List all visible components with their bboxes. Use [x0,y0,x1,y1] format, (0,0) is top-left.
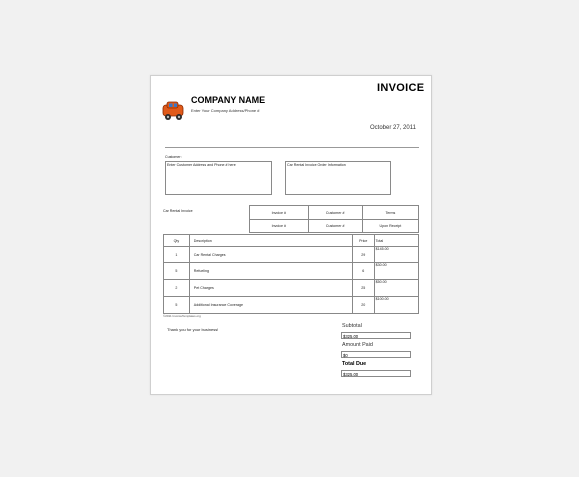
row-qty[interactable]: 2 [164,280,190,297]
table-row [164,280,419,297]
invoice-page [150,75,432,395]
footer-note: ©2011 InvoiceTemplates.org [163,314,201,318]
order-header-terms: Terms [362,206,418,220]
line-items-table [163,234,419,314]
header-divider [165,147,419,148]
order-value-invoice[interactable]: Invoice # [250,220,309,233]
invoice-date[interactable]: October 27, 2011 [370,125,416,131]
subtotal-field[interactable]: $325.00 [341,332,411,339]
table-row [164,263,419,280]
row-description[interactable]: Refueling [189,263,352,280]
row-total: $30.00 [374,263,418,280]
company-address[interactable]: Enter Your Company Address/Phone # [191,108,260,113]
row-price[interactable]: 25 [352,280,374,297]
company-name: COMPANY NAME [191,95,266,105]
table-row [164,247,419,263]
customer-label: Customer: [165,155,182,159]
row-total: $50.00 [374,280,418,297]
rental-info-placeholder: Car Rental Invoice Order Information [287,163,346,167]
row-description[interactable]: Car Rental Charges [189,247,352,263]
order-header-customer: Customer # [308,206,362,220]
subtotal-label: Subtotal [342,323,362,329]
row-qty[interactable]: 1 [164,247,190,263]
order-header-invoice: Invoice # [250,206,309,220]
col-header-price: Price [352,235,374,247]
row-qty[interactable]: 5 [164,263,190,280]
amount-paid-label: Amount Paid [342,342,373,348]
order-info-table [249,205,419,233]
row-price[interactable]: 6 [352,263,374,280]
customer-address-placeholder: Enter Customer Address and Phone # here [167,163,236,167]
customer-address-field[interactable] [165,161,272,195]
col-header-total: Total [374,235,418,247]
truck-logo-icon [161,100,187,122]
row-price[interactable]: 29 [352,247,374,263]
order-value-terms[interactable]: Upon Receipt [362,220,418,233]
invoice-title: INVOICE [377,82,425,94]
row-total: $100.00 [374,297,418,314]
col-header-description: Description [189,235,352,247]
row-qty[interactable]: 5 [164,297,190,314]
table-row [164,297,419,314]
row-price[interactable]: 20 [352,297,374,314]
total-due-label: Total Due [342,361,367,367]
thank-you-note: Thank you for your business! [167,327,219,332]
amount-paid-field[interactable]: $0 [341,351,411,358]
row-description[interactable]: Additional Insurance Coverage [189,297,352,314]
order-value-customer[interactable]: Customer # [308,220,362,233]
col-header-qty: Qty [164,235,190,247]
row-total: $145.00 [374,247,418,263]
total-due-field[interactable]: $325.00 [341,370,411,377]
car-rental-invoice-label: Car Rental Invoice [163,209,193,213]
row-description[interactable]: Pet Charges [189,280,352,297]
rental-info-field[interactable] [285,161,391,195]
